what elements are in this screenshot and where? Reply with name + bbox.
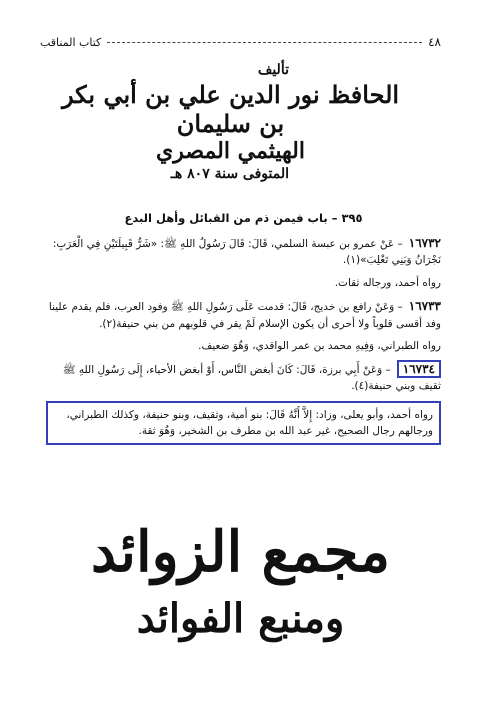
hadith-entry: [46, 234, 441, 269]
running-header: [40, 34, 441, 50]
running-book-title: كتاب المناقب: [40, 35, 102, 49]
calligraphy-title: [60, 516, 421, 643]
hadith-text: – وَعَنْ رافع بن خديج، قَالَ: قدمت عَلَى رَسُولِ اللهِ ﷺ وفود العرب، فلم يقدم علينا وفد أقسى قلوباً ولا أحرى أن يكون الإسلام لَمْ يقر في قلوبهم من بني حنيفة(٢).: [48, 300, 441, 330]
author-label: تأليف: [257, 62, 289, 78]
calligraphy-title-line2: ومنبع الفوائد: [136, 594, 345, 642]
hadith-number-highlight: ١٦٧٣٤: [397, 360, 441, 378]
author-name-line1: الحافظ نور الدين علي بن أبي بكر بن سليمان: [61, 80, 400, 138]
highlighted-narration-box: [46, 401, 441, 446]
narration-note: رواه أحمد، وأبو يعلى، وزاد: إِلاَّ أَنَّهُ قَالَ: بنو أمية، وثقيف، وبنو حنيفة، وكذلك الطبراني، ورجالهم رجال الصحيح، غير عبد الله بن مطرف بن الشخير، وَهُوَ ثقة.: [66, 408, 433, 437]
hadith-text: – وَعَنْ أَبِي برزة، قَالَ: كَانَ أبغض النَّاس، أَوْ أبغض الأحياء، إِلَى رَسُولِ اللهِ ﷺ ثقيف وبني حنيفة(٤).: [62, 364, 441, 393]
hadith-entry: [46, 360, 441, 395]
chapter-heading: ٣٩٥ – باب فيمن ذم من القبائل وأهل البدع: [124, 211, 363, 225]
hadith-entry: [46, 297, 441, 332]
hadith-number: ١٦٧٣٢: [408, 235, 441, 250]
page-number: ٤٨: [428, 35, 441, 49]
page-body: [46, 210, 441, 445]
narration-note: رواه الطبراني، وَفِيهِ محمد بن عمر الواقدي، وَهُوَ ضعيف.: [198, 339, 441, 352]
hadith-number: ١٦٧٣٣: [408, 298, 441, 313]
author-death-date: المتوفى سنة ٨٠٧ هـ: [170, 166, 289, 182]
narration-note: رواه أحمد، ورجاله ثقات.: [334, 276, 441, 289]
calligraphy-title-line1: مجمع الزوائد: [91, 519, 390, 585]
author-block: [60, 62, 401, 182]
hadith-text: – عَنْ عمرو بن عبسة السلمي، قَالَ: قَالَ رَسُولُ اللهِ ﷺ: «شَرُّ قَبِيلَتَيْنِ فِي الْعَرَبِ: نَجْرَانُ وَبَنِي تَغْلِبَ»(١).: [52, 237, 441, 267]
author-name-line2: الهيثمي المصري: [156, 138, 305, 164]
header-rule: [107, 42, 422, 43]
